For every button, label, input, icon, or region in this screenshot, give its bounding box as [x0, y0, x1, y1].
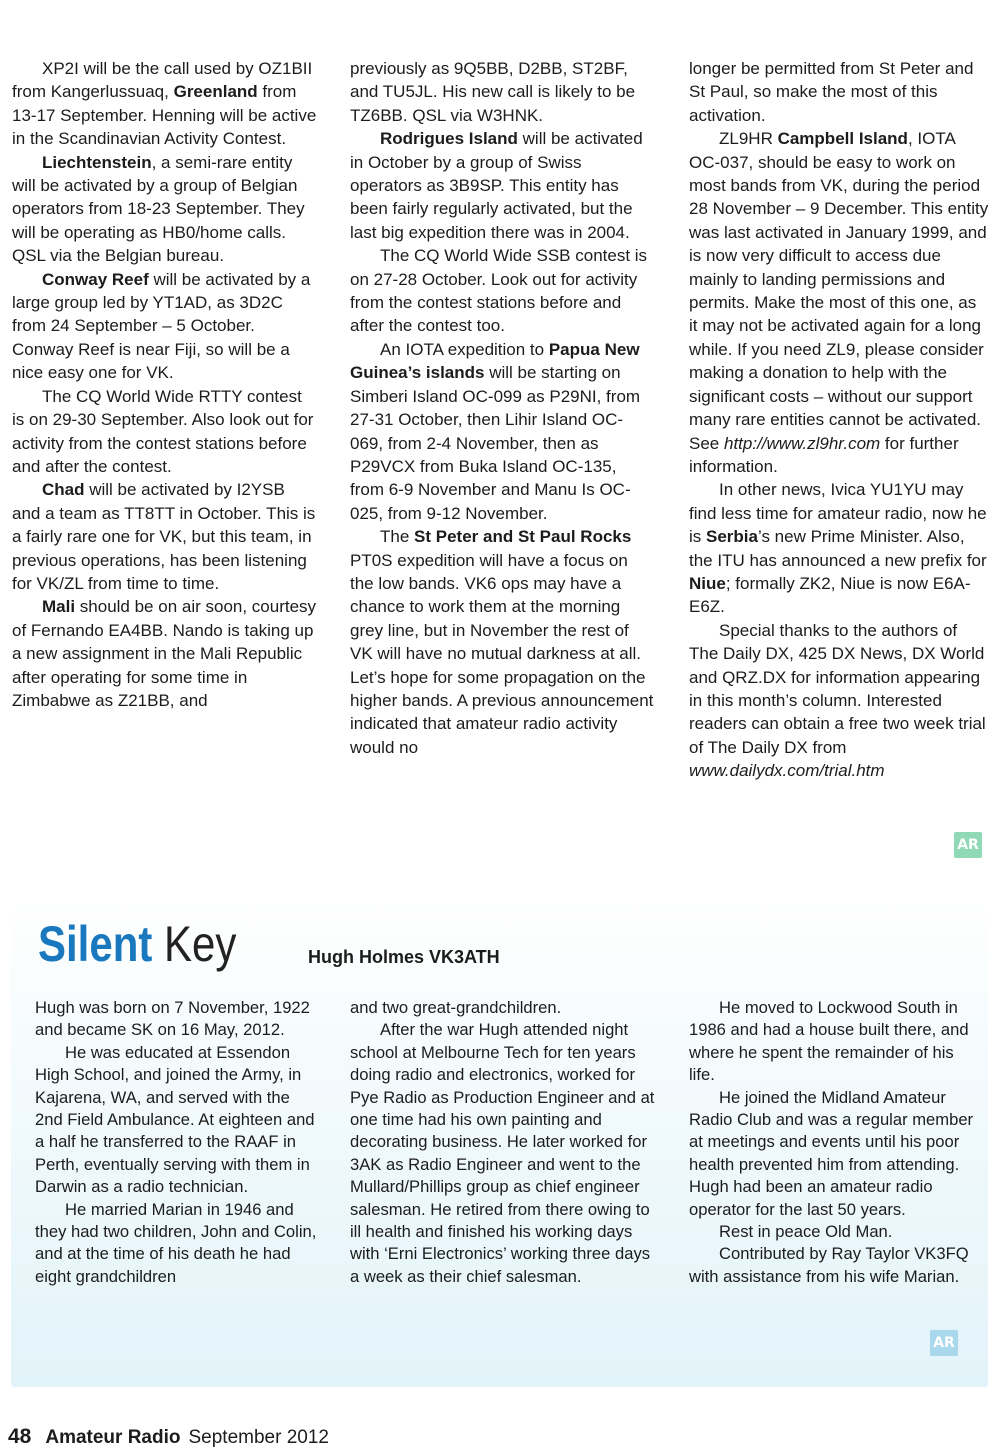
text-run: previously as 9Q5BB, D2BB, ST2BF, and TU5JL. His new call is likely to be TZ6BB. QSL via W3HNK.: [350, 59, 636, 125]
obituary-column-2: [350, 997, 655, 1288]
paragraph: [35, 1199, 320, 1289]
highlight-term: Greenland: [173, 82, 258, 102]
text-run: will be starting on Simberi Island OC-099 as P29NI, from 27-31 October, then Lihir Island OC-069, from 2-4 November, then as P29VCX from Buka Island OC-135, from 6-9 November and Manu Is OC-025, from 9-12 November.: [350, 363, 641, 523]
web-address: www.dailydx.com/trial.htm: [689, 761, 885, 781]
paragraph: [689, 1087, 979, 1221]
ar-logo-icon: AR: [930, 1330, 958, 1356]
highlight-term: Niue: [689, 573, 726, 593]
paragraph: [689, 1243, 979, 1288]
publication-name: Amateur Radio: [45, 1427, 181, 1448]
page-footer: [8, 1425, 329, 1449]
obituary-column-1: [35, 997, 320, 1288]
paragraph: [350, 244, 655, 338]
text-run: In other news, Ivica YU1YU may find less time for amateur radio, now he is: [689, 480, 987, 547]
text-run: , IOTA OC-037, should be easy to work on most bands from VK, during the period 28 November – 9 December. This entity was last activated in January 1999, and is now very difficult to access due mainly to landing permissions and permits. Make the most of this one, as it may not be activated again for a long while. If you need ZL9, please consider making a donation to help with the significant costs – without our support many rare entities cannot be activated. See: [689, 129, 989, 453]
issue-date: September 2012: [188, 1427, 329, 1448]
text-run: The CQ World Wide RTTY contest is on 29-30 September. Also look out for activity from the contest stations before and after the contest.: [12, 386, 314, 476]
highlight-term: Papua New Guinea’s islands: [350, 339, 640, 383]
text-run: will be activated by I2YSB and a team as TT8TT in October. This is a fairly rare one for VK, but this team, in previous operations, has been listening for VK/ZL from time to time.: [12, 480, 316, 593]
paragraph: [12, 478, 317, 595]
paragraph: [689, 57, 989, 127]
paragraph: [350, 127, 655, 244]
text-run: , a semi-rare entity will be activated by a group of Belgian operators from 18-23 September. They will be operating as HB0/home calls. QSL via the Belgian bureau.: [12, 152, 305, 266]
obituary-name: Hugh Holmes VK3ATH: [308, 947, 500, 967]
highlight-term: Rodrigues Island: [380, 129, 518, 149]
text-run: should be on air soon, courtesy of Fernando EA4BB. Nando is taking up a new assignment in the Mali Republic after operating for some time in Zimbabwe as Z21BB, and: [12, 597, 317, 710]
text-run: ’s new Prime Minister. Also, the ITU has announced a new prefix for: [689, 527, 987, 570]
highlight-term: Serbia: [706, 527, 758, 547]
text-run: An IOTA expedition to: [380, 339, 549, 359]
text-run: XP2I will be the call used by OZ1BII from Kangerlussuaq,: [12, 59, 313, 102]
paragraph: [35, 997, 320, 1042]
paragraph: [689, 1221, 979, 1243]
text-run: Special thanks to the authors of The Daily DX, 425 DX News, DX World and QRZ.DX for information appearing in this month’s column. Interested readers can obtain a free two week trial of The Daily DX from: [689, 620, 986, 757]
paragraph: [12, 595, 317, 712]
text-run: and two great-grandchildren.: [350, 998, 562, 1017]
text-run: will be activated by a large group led by YT1AD, as 3D2C from 24 September – 5 October. Conway Reef is near Fiji, so will be a nice easy one for VK.: [12, 269, 311, 383]
text-run: PT0S expedition will have a focus on the low bands. VK6 ops may have a chance to work them at the morning grey line, but in November the rest of VK will have no mutual darkness at all. Let’s hope for some propagation on the higher bands. A previous announcement indicated that amateur radio activity would no: [350, 550, 654, 757]
text-run: for further information.: [689, 433, 959, 476]
paragraph: [12, 268, 317, 385]
text-run: ZL9HR: [719, 129, 778, 149]
text-run: After the war Hugh attended night school at Melbourne Tech for ten years doing radio and electronics, worked for Pye Radio as Production Engineer and at one time had his own painting and decorating business. He later worked for 3AK as Radio Engineer and went to the Mullard/Phillips group as chief engineer salesman. He retired from there owing to ill health and finished his working days with ‘Erni Electronics’ working three days a week as their chief salesman.: [350, 1020, 655, 1286]
text-run: Contributed by Ray Taylor VK3FQ with assistance from his wife Marian.: [689, 1244, 969, 1286]
highlight-term: Conway Reef: [42, 269, 149, 289]
text-run: ; formally ZK2, Niue is now E6A-E6Z.: [689, 573, 971, 617]
text-run: He joined the Midland Amateur Radio Club and was a regular member at meetings and events until his poor health prevented him from attending. Hugh had been an amateur radio operator for the last 50 years.: [689, 1087, 974, 1219]
text-run: The CQ World Wide SSB contest is on 27-28 October. Look out for activity from the contest stations before and after the contest too.: [350, 246, 648, 336]
column-3-text: [689, 57, 989, 783]
paragraph: [12, 57, 317, 151]
paragraph: [689, 478, 989, 618]
paragraph: [12, 151, 317, 268]
paragraph: [689, 997, 979, 1087]
text-run: Hugh was born on 7 November, 1922 and became SK on 16 May, 2012.: [35, 998, 310, 1040]
highlight-term: St Peter and St Paul Rocks: [414, 527, 632, 547]
silent-key-heading: [38, 915, 236, 973]
text-run: Rest in peace Old Man.: [719, 1222, 893, 1242]
paragraph: [350, 525, 655, 759]
heading-key: Key: [164, 916, 237, 972]
paragraph: [350, 338, 655, 525]
web-address: http://www.zl9hr.com: [723, 433, 881, 453]
text-run: He was educated at Essendon High School, and joined the Army, in Kajarena, WA, and served with the 2nd Field Ambulance. At eighteen and a half he transferred to the RAAF in Perth, eventually serving with them in Darwin as a radio technician.: [35, 1042, 315, 1197]
highlight-term: Mali: [42, 597, 76, 617]
column-1-text: [12, 57, 317, 712]
text-run: The: [380, 527, 415, 547]
page-number: 48: [8, 1425, 32, 1448]
ar-logo-icon: AR: [954, 832, 982, 858]
heading-silent: Silent: [38, 916, 153, 972]
paragraph: [12, 385, 317, 479]
paragraph: [350, 57, 655, 127]
paragraph: [689, 127, 989, 478]
paragraph: [35, 1042, 320, 1199]
text-run: will be activated in October by a group of Swiss operators as 3B9SP. This entity has been fairly regularly activated, but the last big expedition there was in 2004.: [350, 129, 643, 242]
text-run: from 13-17 September. Henning will be active in the Scandinavian Activity Contest.: [12, 82, 317, 149]
paragraph: [689, 619, 989, 783]
text-run: longer be permitted from St Peter and St Paul, so make the most of this activation.: [689, 59, 974, 125]
highlight-term: Chad: [42, 480, 85, 500]
obituary-column-3: [689, 997, 979, 1288]
column-2-text: [350, 57, 655, 759]
text-run: He married Marian in 1946 and they had two children, John and Colin, and at the time of his death he had eight grandchildren: [35, 1199, 317, 1286]
highlight-term: Campbell Island: [777, 129, 908, 149]
text-run: He moved to Lockwood South in 1986 and had a house built there, and where he spent the remainder of his life.: [689, 998, 969, 1085]
highlight-term: Liechtenstein: [42, 152, 152, 172]
paragraph: [350, 1019, 655, 1288]
paragraph: [350, 997, 655, 1019]
